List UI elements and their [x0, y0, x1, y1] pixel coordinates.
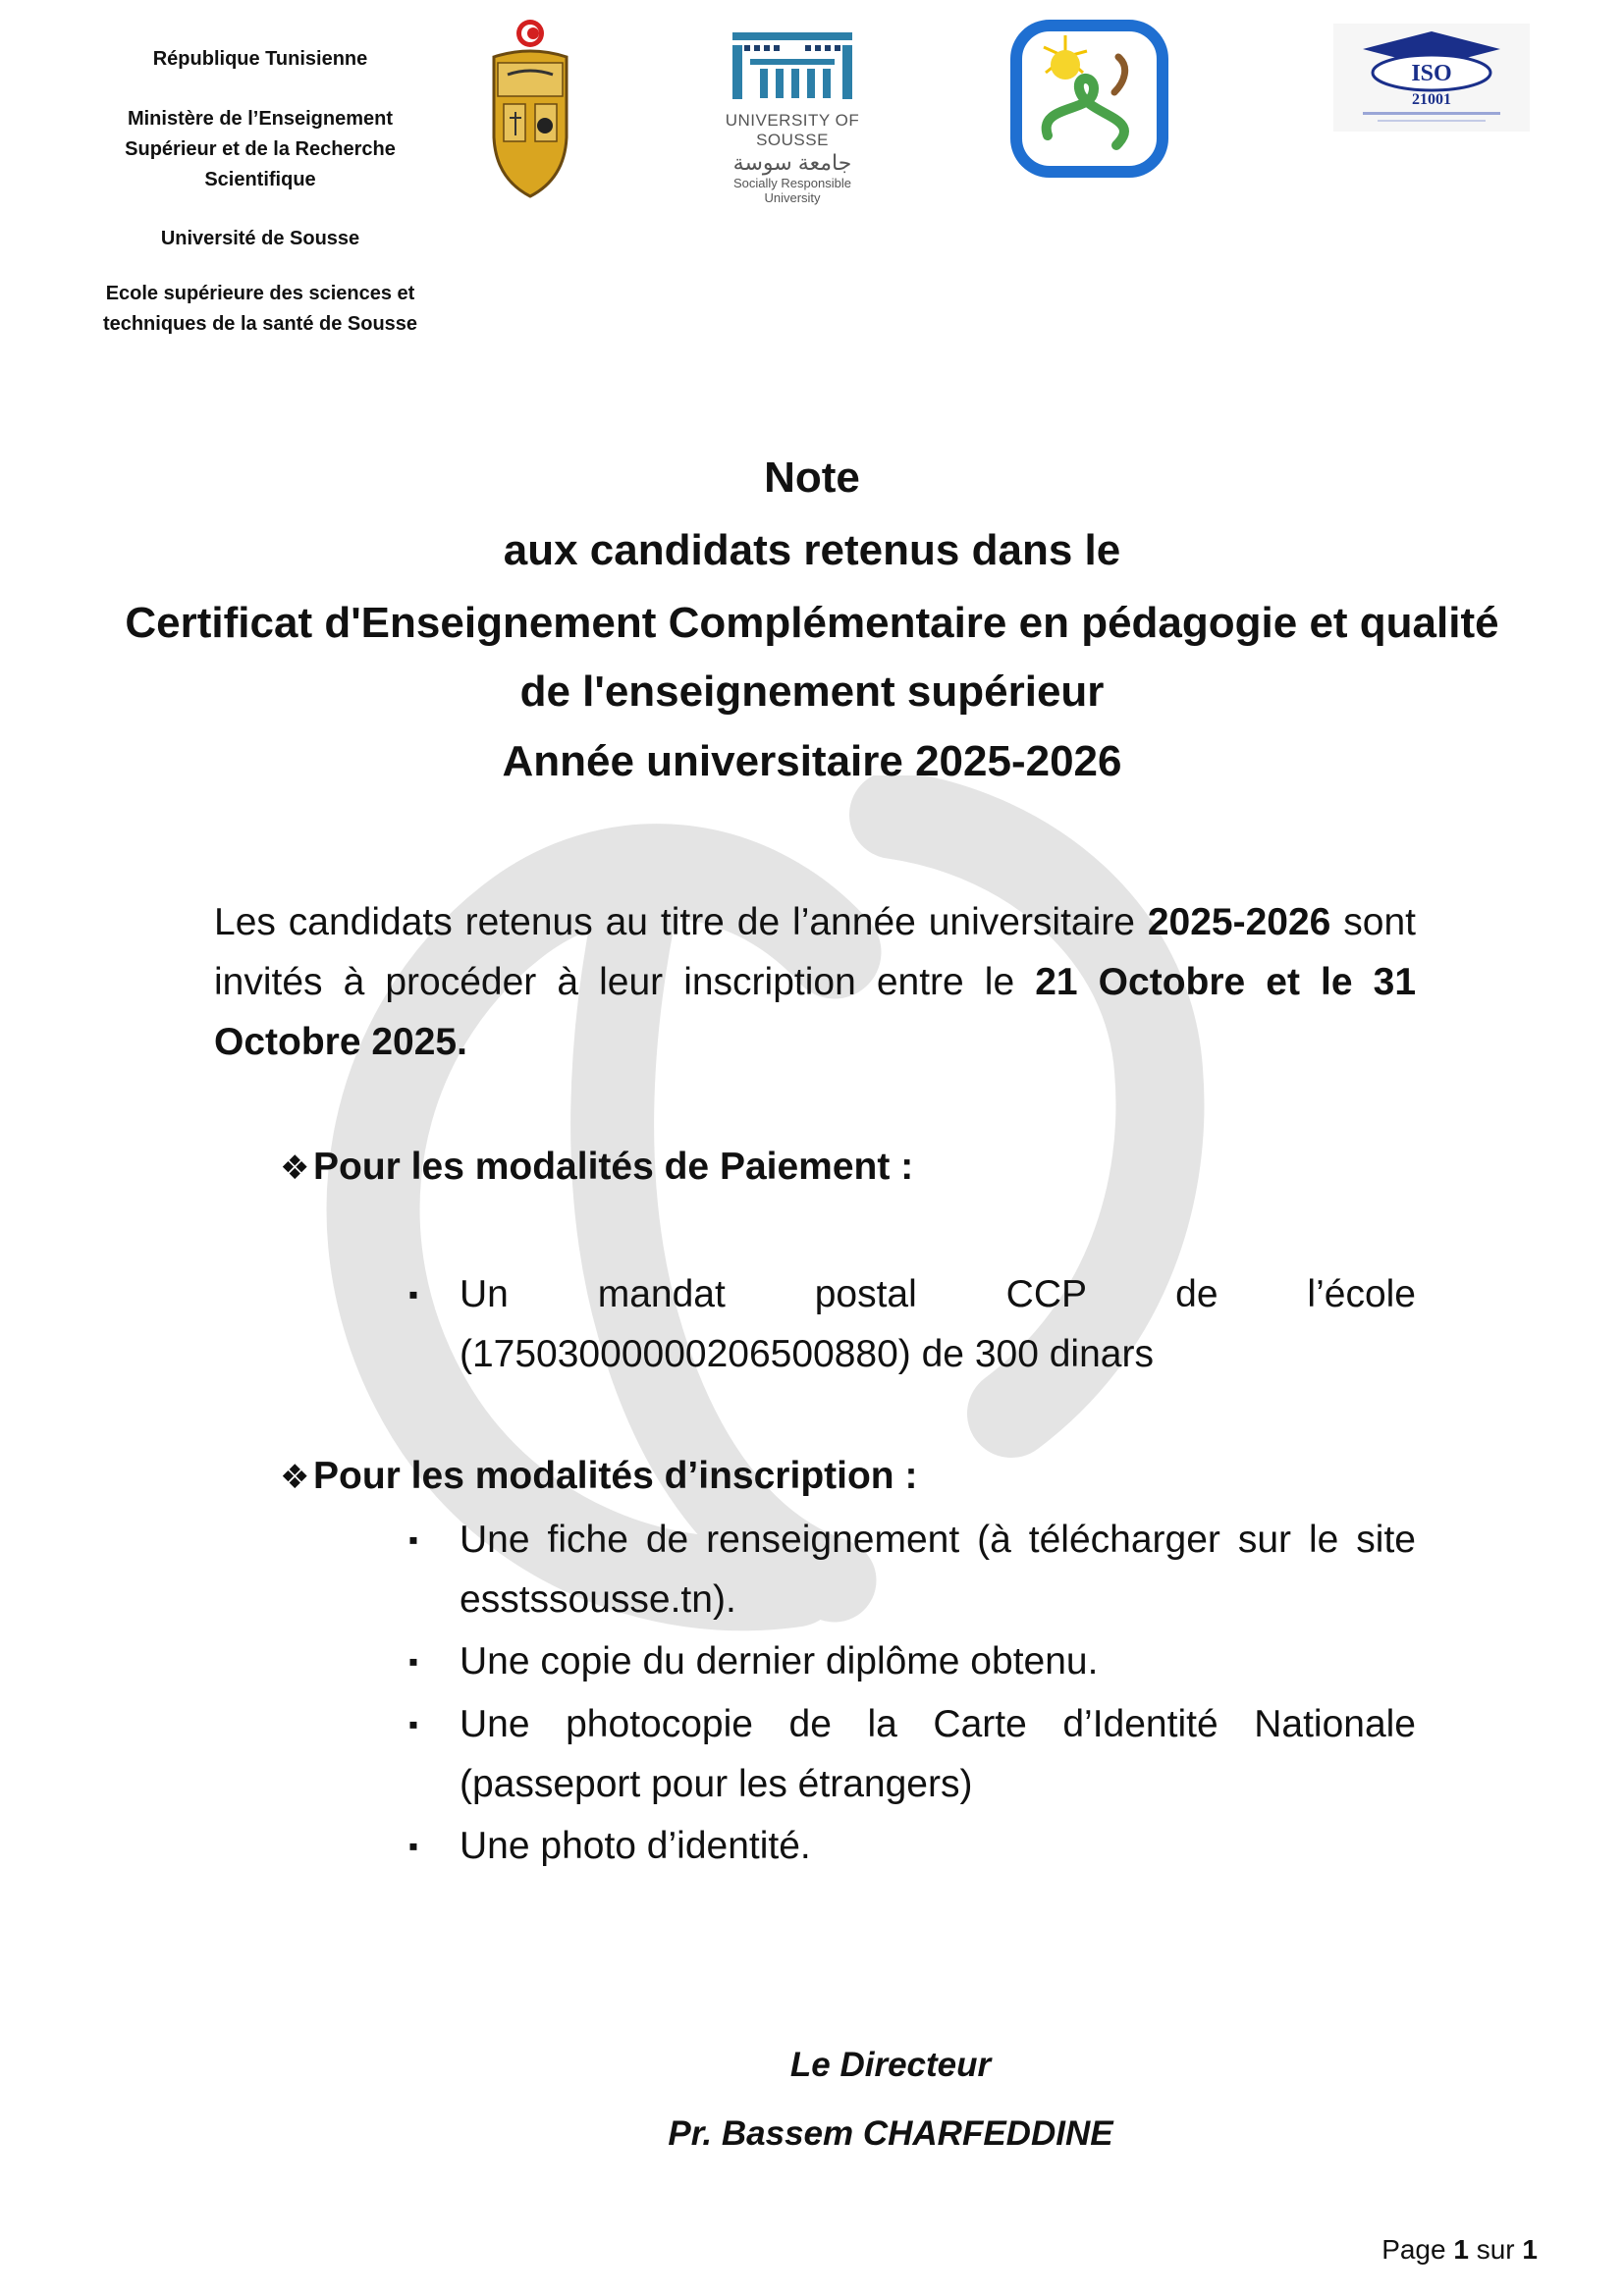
iso-21001-logo	[1333, 24, 1530, 132]
univ-logo-arabic: جامعة سوسة	[732, 150, 852, 175]
university-name: Université de Sousse	[160, 228, 360, 249]
page-word: Page	[1381, 2234, 1446, 2265]
payment-heading	[280, 1146, 913, 1189]
payment-item-1-line-2: (17503000000206500880) de 300 dinars	[460, 1333, 1154, 1375]
intro-date-start: 21 Octobre et le	[1035, 961, 1353, 1003]
registration-item-3-line-2: (passeport pour les étrangers)	[460, 1763, 973, 1805]
sur-word: sur	[1476, 2234, 1515, 2265]
payment-item-1-line-1: Un mandat postal CCP de l’école	[460, 1273, 1416, 1315]
title-line-4: de l'enseignement supérieur	[519, 667, 1105, 716]
ministry-line-3: Scientifique	[204, 169, 316, 190]
ministry-line-1: Ministère de l’Enseignement	[127, 108, 394, 130]
registration-item-1-line-1: Une fiche de renseignement (à télécharger sur le site	[460, 1519, 1416, 1561]
square-bullet-icon: ▪	[408, 1709, 418, 1739]
iso-label: ISO	[1411, 61, 1452, 86]
title-academic-year: Année universitaire 2025-2026	[502, 737, 1122, 785]
page-number	[1381, 2234, 1538, 2266]
registration-item-1-line-2: esstssousse.tn).	[460, 1578, 736, 1621]
title-line-3: Certificat d'Enseignement Complémentaire en pédagogie et qualité	[125, 599, 1499, 647]
page-total: 1	[1522, 2234, 1538, 2265]
esstss-logo-icon	[1008, 18, 1170, 180]
registration-heading	[280, 1455, 917, 1498]
square-bullet-icon: ▪	[408, 1524, 418, 1555]
title-note: Note	[764, 454, 860, 502]
registration-item-3-line-1: Une photocopie de la Carte d’Identité Nationale	[460, 1703, 1416, 1745]
page-current: 1	[1453, 2234, 1469, 2265]
intro-text-1: Les candidats retenus au titre de l’année universitaire	[214, 901, 1148, 943]
square-bullet-icon: ▪	[408, 1831, 418, 1861]
school-line-2: techniques de la santé de Sousse	[102, 313, 418, 335]
square-bullet-icon: ▪	[408, 1279, 418, 1309]
diamond-bullet-icon: ❖	[280, 1459, 310, 1496]
univ-logo-tagline: Socially Responsible University	[733, 176, 851, 205]
registration-heading-text: Pour les modalités d’inscription :	[313, 1455, 918, 1497]
diamond-bullet-icon: ❖	[280, 1149, 310, 1187]
square-bullet-icon: ▪	[408, 1646, 418, 1677]
intro-text-2: sont invités à procéder à leur inscription entre le	[214, 901, 1416, 1003]
registration-item-2: Une copie du dernier diplôme obtenu.	[460, 1640, 1099, 1682]
country-name: République Tunisienne	[152, 48, 368, 70]
intro-date-end: 31 Octobre 2025.	[214, 961, 1417, 1063]
signature-role: Le Directeur	[789, 2046, 992, 2084]
title-line-2: aux candidats retenus dans le	[503, 526, 1121, 574]
univ-logo-name: UNIVERSITY OF SOUSSE	[725, 111, 860, 149]
university-of-sousse-logo	[713, 27, 872, 205]
registration-item-4: Une photo d’identité.	[460, 1825, 811, 1867]
tunisia-coat-of-arms-icon	[488, 10, 572, 202]
iso-21001-logo-icon	[1333, 24, 1530, 132]
university-of-sousse-logo-icon	[713, 27, 872, 106]
school-line-1: Ecole supérieure des sciences et	[105, 283, 415, 304]
intro-paragraph	[214, 892, 1416, 1072]
iso-number: 21001	[1412, 91, 1451, 108]
payment-heading-text: Pour les modalités de Paiement :	[313, 1146, 914, 1188]
ministry-line-2: Supérieur et de la Recherche	[125, 138, 396, 160]
signature-name: Pr. Bassem CHARFEDDINE	[668, 2114, 1113, 2153]
intro-year: 2025-2026	[1147, 901, 1331, 943]
